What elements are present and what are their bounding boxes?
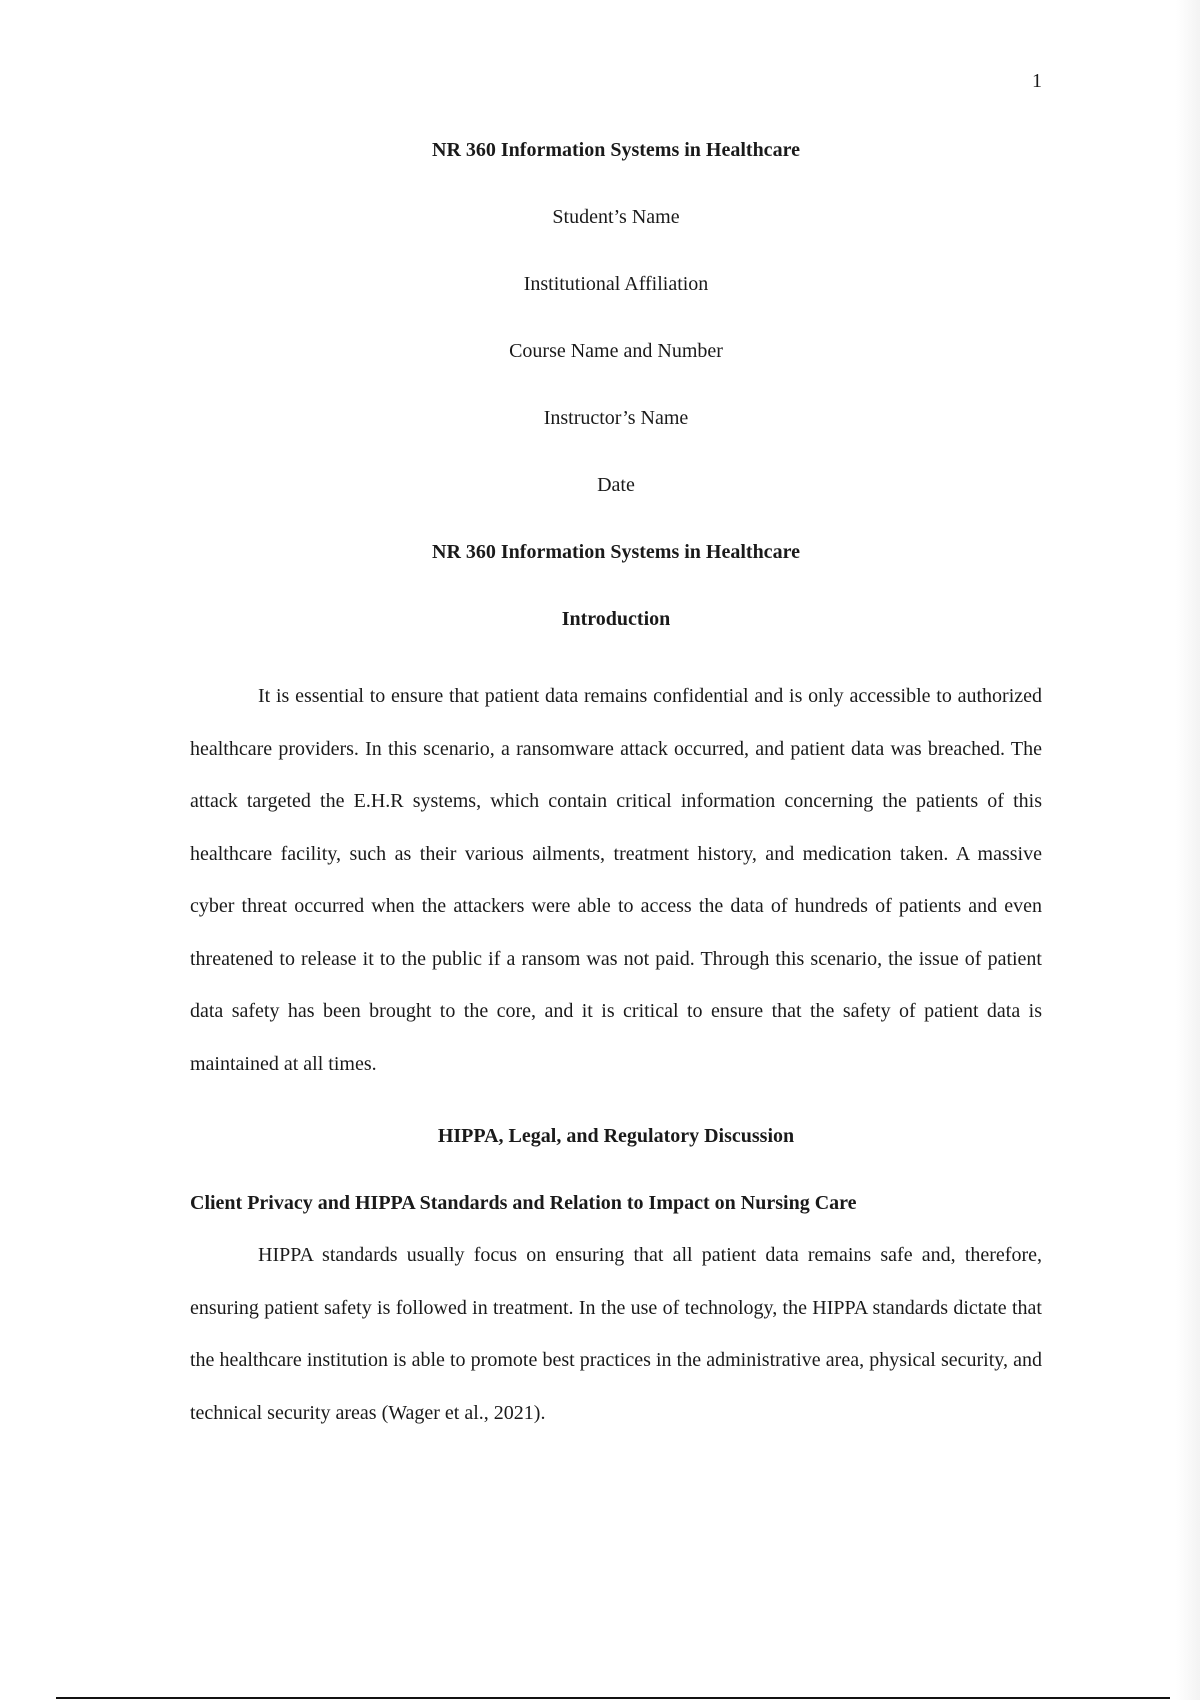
instructor-name: Instructor’s Name	[543, 407, 689, 429]
hippa-section-heading: HIPPA, Legal, and Regulatory Discussion	[437, 1125, 795, 1147]
institutional-affiliation: Institutional Affiliation	[523, 273, 709, 295]
student-name: Student’s Name	[552, 206, 680, 228]
body-text-block	[190, 670, 1042, 1439]
page-edge-shadow	[1176, 0, 1200, 1700]
bottom-rule	[56, 1697, 1170, 1699]
course-name-number: Course Name and Number	[509, 340, 723, 362]
page-number: 1	[1032, 70, 1042, 92]
repeat-title: NR 360 Information Systems in Healthcare	[432, 541, 800, 563]
date: Date	[597, 474, 635, 496]
hippa-standards-paragraph: HIPPA standards usually focus on ensuring that all patient data remains safe and, therefore, ensuring patient safety is followed in treatment. In the use of technology, the HIPPA standards dictate that the healthcare institution is able to promote best practices in the administrative area, physical security, and technical security areas (Wager et al., 2021).	[190, 1244, 1042, 1424]
client-privacy-subheading: Client Privacy and HIPPA Standards and Relation to Impact on Nursing Care	[190, 1192, 857, 1214]
introduction-paragraph: It is essential to ensure that patient data remains confidential and is only accessible to authorized healthcare providers. In this scenario, a ransomware attack occurred, and patient data was breached. The attack targeted the E.H.R systems, which contain critical information concerning the patients of this healthcare facility, such as their various ailments, treatment history, and medication taken. A massive cyber threat occurred when the attackers were able to access the data of hundreds of patients and even threatened to release it to the public if a ransom was not paid. Through this scenario, the issue of patient data safety has been brought to the core, and it is critical to ensure that the safety of patient data is maintained at all times.	[190, 685, 1042, 1075]
title-page-block	[190, 138, 1042, 631]
paper-title: NR 360 Information Systems in Healthcare	[432, 139, 800, 161]
introduction-heading: Introduction	[561, 608, 671, 630]
